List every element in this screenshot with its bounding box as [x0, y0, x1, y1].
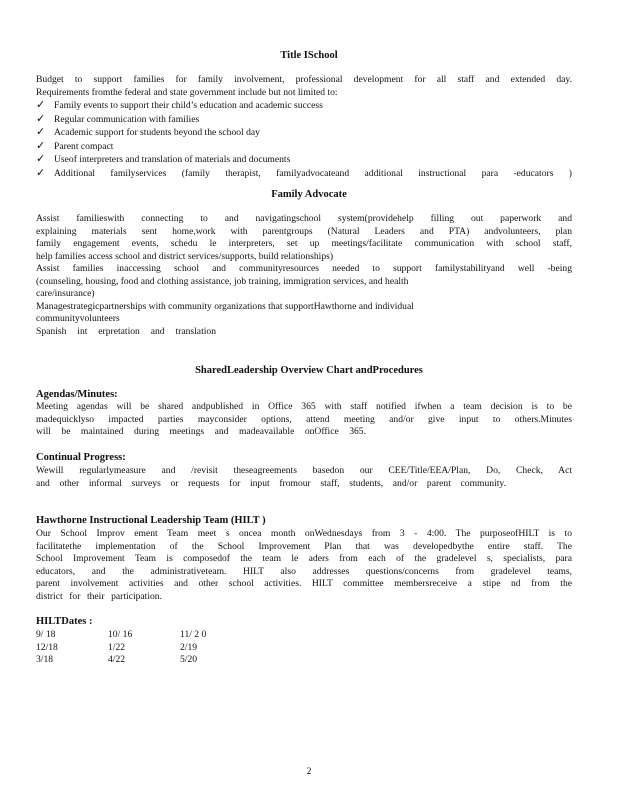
date-cell: 5/20 [180, 654, 198, 665]
list-item-text: Useof interpreters and translation of materials and documents [54, 154, 291, 165]
list-item-text: Regular communication with families [54, 113, 200, 125]
checkmark-icon: ✓ [36, 98, 46, 111]
list-item [36, 167, 572, 181]
paragraph-line: Meeting agendas will be shared andpublished in Office 365 with staff notified ifwhen a team decision is to be [36, 401, 572, 412]
continual-progress-heading: Continual Progress: [36, 452, 126, 463]
paragraph-line: Spanish int erpretation and translation [36, 325, 216, 337]
paragraph-line: Managestrategicpartnerships with community organizations that supportHawthorne and individual [36, 300, 414, 312]
paragraph-line: communityvolunteers [36, 313, 120, 324]
paragraph-line: explaining materials sent home,work with parentgroups (Natural Leaders and PTA) andvolunteers, plan [36, 225, 572, 237]
paragraph-line: Our School Improv ement Team meet s oncea month onWednesdays from 3 - 4:00. The purposeofHILT is to [36, 528, 572, 539]
checkmark-icon: ✓ [36, 152, 46, 165]
list-item-text: Parent compact [54, 140, 114, 152]
hilt-paragraph [36, 528, 572, 603]
paragraph-line: district for their participation. [36, 590, 162, 602]
date-cell: 9/ 18 [36, 629, 56, 640]
shared-leadership-heading: SharedLeadership Overview Chart andProcedures [195, 365, 423, 376]
table-row [36, 642, 252, 655]
checkmark-icon: ✓ [36, 111, 46, 125]
checkmark-icon: ✓ [36, 138, 46, 152]
date-cell: 2/19 [180, 641, 198, 653]
list-item-text: Family events to support their child’s education and academic success [54, 100, 323, 111]
paragraph-line: help families access school and district services/supports, build relationships) [36, 250, 334, 262]
budget-line: Budget to support families for family involvement, professional development for all staff and extended day. [36, 74, 572, 85]
family-advocate-paragraph [36, 213, 572, 338]
date-cell: 10/ 16 [108, 629, 133, 640]
paragraph-line: family engagement events, schedu le interpreters, set up meetings/facilitate communication with school staff, [36, 238, 572, 249]
list-item-text: Academic support for students beyond the school day [54, 127, 260, 138]
list-item [36, 113, 572, 127]
paragraph-line: madequicklyso impacted parties mayconsider options, attend meeting and/or give input to others.Minutes [36, 413, 572, 425]
paragraph-line: (counseling, housing, food and clothing assistance, job training, immigration services, and health [36, 275, 409, 287]
paragraph-line: and other informal surveys or requests for input fromour staff, students, and/or parent community. [36, 477, 506, 489]
table-row [36, 629, 252, 642]
agendas-paragraph [36, 401, 572, 439]
date-cell: 12/18 [36, 641, 58, 653]
checkmark-icon: ✓ [36, 165, 46, 179]
date-cell: 11/ 2 0 [180, 629, 207, 640]
paragraph-line: Wewill regularlymeasure and /revisit theseagreements basedon our CEE/Title/EEA/Plan, Do, Check, Act [36, 465, 572, 476]
list-item-text: Additional familyservices (family therapist, familyadvocateand additional instructional para -educators ) [54, 167, 572, 179]
budget-line: Requirements fromthe federal and state government include but not limited to: [36, 86, 338, 98]
table-row [36, 654, 252, 667]
agendas-heading: Agendas/Minutes: [36, 389, 118, 400]
list-item [36, 140, 572, 154]
budget-paragraph [36, 74, 572, 99]
checkmark-icon: ✓ [36, 125, 46, 138]
list-item [36, 153, 572, 167]
requirements-list [36, 99, 572, 180]
list-item [36, 99, 572, 113]
hilt-heading: Hawthorne Instructional Leadership Team (HILT ) [36, 515, 266, 526]
paragraph-line: educators, and the administrativeteam. HILT also addresses questions/concerns from gradelevel teams, [36, 565, 572, 577]
page-number: 2 [306, 766, 312, 777]
date-cell: 4/22 [108, 654, 126, 665]
paragraph-line: facilitatethe implementation of the School Improvement Plan that was developedbythe entire staff. The [36, 540, 572, 552]
paragraph-line: care/insurance) [36, 288, 95, 299]
paragraph-line: Assist familieswith connecting to and navigatingschool system(providehelp filling out paperwork and [36, 213, 572, 224]
paragraph-line: School Improvement Team is composedof the team le aders from each of the gradelevel s, specialists, para [36, 553, 572, 564]
paragraph-line: Assist families inaccessing school and communityresources needed to support familystabilityand well -being [36, 263, 572, 274]
family-advocate-heading: Family Advocate [271, 189, 347, 200]
date-cell: 1/22 [108, 641, 126, 653]
hilt-dates-table [36, 629, 252, 667]
paragraph-line: parent involvement activities and other school activities. HILT committee membersreceive a stipe nd from the [36, 578, 572, 589]
continual-progress-paragraph [36, 465, 572, 490]
paragraph-line: will be maintained during meetings and madeavailable onOffice 365. [36, 426, 366, 437]
title-school-heading: Title ISchool [280, 50, 338, 61]
hilt-dates-heading: HILTDates : [36, 616, 93, 627]
date-cell: 3/18 [36, 654, 54, 665]
list-item [36, 126, 572, 140]
